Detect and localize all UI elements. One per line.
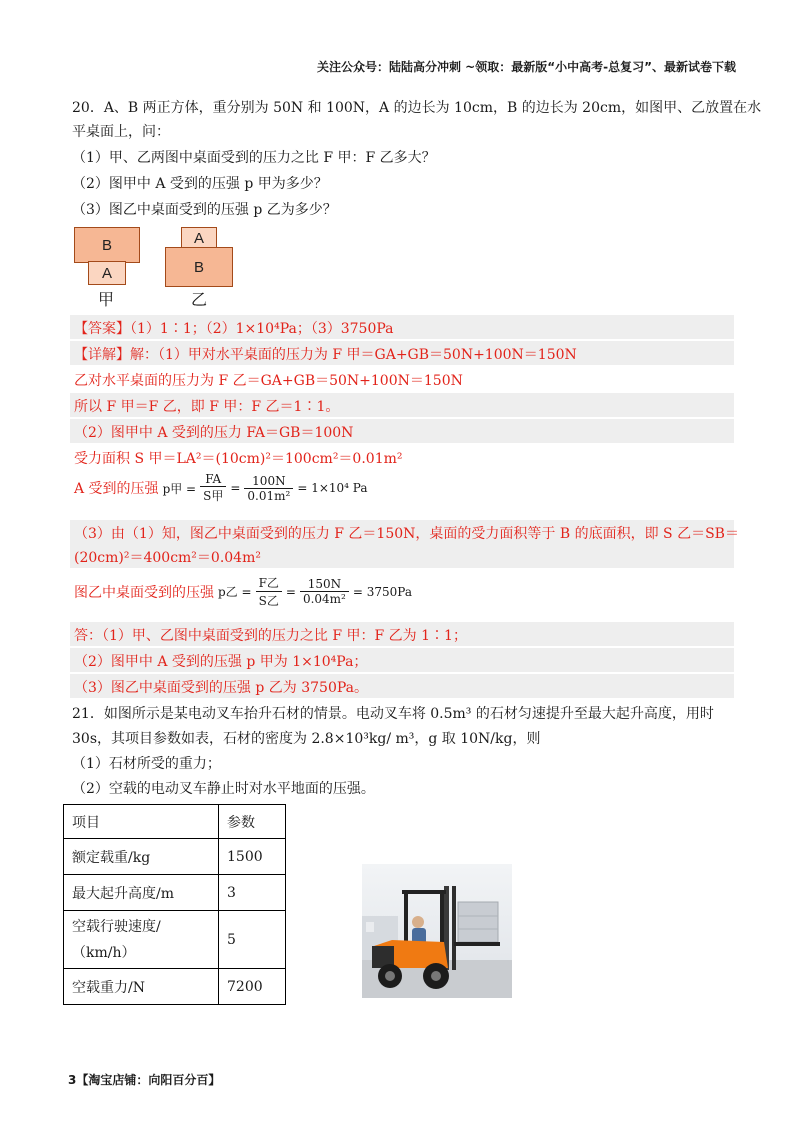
detail-line7: （3）由（1）知，图乙中桌面受到的压力 F 乙＝150N，桌面的受力面积等于 B 的底面积，即 S 乙＝SB＝	[74, 526, 739, 542]
q21-line1: 21．如图所示是某电动叉车抬升石材的情景。电动叉车将 0.5m³ 的石材匀速提升至最大起升高度，用时	[72, 706, 714, 722]
block-b-label: B	[101, 236, 112, 254]
answer-line: 【答案】（1）1∶1；（2）1×10⁴Pa；（3）3750Pa	[74, 321, 394, 337]
fraction	[256, 574, 282, 609]
formula-pressure-yi: 图乙中桌面受到的压强 p乙 = $\frac{\text{F乙}}{\text{S乙}}$ = $\frac{150N}{\text{0.04m²}}$ = 3750Pa	[74, 576, 412, 608]
detail-line4: （2）图甲中 A 受到的压力 FA＝GB＝100N	[74, 425, 354, 441]
q20-part3: （3）图乙中桌面受到的压强 p 乙为多少？	[72, 202, 337, 218]
q20-line2: 平桌面上，问：	[72, 124, 170, 140]
forklift-photo	[362, 864, 512, 998]
final-answer3: （3）图乙中桌面受到的压强 p 乙为 3750Pa。	[74, 680, 368, 696]
q20-line1: 20．A、B 两正方体，重分别为 50N 和 100N，A 的边长为 10cm，B 的边长为 20cm，如图甲、乙放置在水	[72, 100, 762, 116]
table-cell: 项目	[64, 805, 219, 839]
block-a-label: A	[101, 264, 112, 282]
final-answer2: （2）图甲中 A 受到的压强 p 甲为 1×10⁴Pa；	[74, 654, 368, 670]
denominator: 0.04m²	[302, 592, 346, 606]
denominator: 0.01m²	[247, 488, 291, 503]
table-row	[64, 839, 286, 875]
denominator: S甲	[203, 489, 224, 503]
formula-result: = 1×10⁴ Pa	[297, 481, 368, 495]
parameter-table	[63, 804, 286, 1005]
detail-line1	[74, 344, 577, 364]
formula-lhs: p甲 =	[162, 481, 197, 496]
numerator: FA	[200, 472, 226, 487]
table-cell: 最大起升高度/m	[64, 875, 219, 911]
table-cell: 参数	[219, 805, 286, 839]
denominator: S乙	[258, 594, 279, 608]
numerator: 150N	[300, 577, 349, 592]
table-cell: 5	[219, 911, 286, 969]
label-yi: 乙	[191, 290, 208, 309]
page-header: 关注公众号：陆陆高分冲刺 ~领取：最新版“小中高考-总复习”、最新试卷下载	[317, 60, 736, 74]
table-row	[64, 805, 286, 839]
block-a-yi	[181, 227, 217, 249]
detail-line3: 所以 F 甲＝F 乙，即 F 甲：F 乙＝1∶1。	[74, 399, 340, 415]
detail-text1: 解：（1）甲对水平桌面的压力为 F 甲＝GA+GB＝50N+100N＝150N	[130, 347, 577, 363]
block-b-jia	[74, 227, 140, 263]
table-row	[64, 911, 286, 969]
q21-part1: （1）石材所受的重力；	[72, 756, 221, 772]
block-a-label: A	[193, 229, 204, 247]
fraction	[244, 474, 293, 503]
table-cell: 空载重力/N	[64, 969, 219, 1005]
table-row	[64, 969, 286, 1005]
label-jia: 甲	[98, 290, 115, 309]
table-cell: 7200	[219, 969, 286, 1005]
page-footer: 3【淘宝店铺：向阳百分百】	[68, 1073, 221, 1087]
q20-part2: （2）图甲中 A 受到的压强 p 甲为多少？	[72, 176, 328, 192]
table-cell: 额定载重/kg	[64, 839, 219, 875]
formula-lhs: p乙 =	[218, 585, 252, 599]
formula-label: 图乙中桌面受到的压强	[74, 584, 214, 601]
q21-part2: （2）空载的电动叉车静止时对水平地面的压强。	[72, 781, 375, 797]
detail-tag: 【详解】	[74, 347, 130, 363]
table-row	[64, 875, 286, 911]
table-cell: 空载行驶速度/（km/h）	[64, 911, 219, 969]
formula-pressure-a: A 受到的压强 p甲 = $\frac{FA}{\text{S甲}}$ = $\frac{100N}{\text{0.01m²}}$ = 1×10⁴ Pa	[74, 472, 368, 503]
q20-part1: （1）甲、乙两图中桌面受到的压力之比 F 甲：F 乙多大？	[72, 150, 436, 166]
fraction	[200, 472, 226, 504]
block-b-yi	[165, 247, 233, 287]
formula-result: = 3750Pa	[352, 584, 412, 599]
formula-label: A 受到的压强	[74, 481, 159, 497]
fraction	[300, 577, 349, 606]
block-b-label: B	[193, 258, 204, 276]
table-cell: 1500	[219, 839, 286, 875]
q21-line2: 30s，其项目参数如表，石材的密度为 2.8×10³kg/ m³，g 取 10N/kg，则	[72, 731, 541, 747]
numerator: 100N	[244, 474, 293, 489]
detail-line5: 受力面积 S 甲＝LA²＝(10cm)²＝100cm²＝0.01m²	[74, 451, 403, 467]
numerator: F乙	[256, 574, 282, 592]
detail-line2: 乙对水平桌面的压力为 F 乙＝GA+GB＝50N+100N＝150N	[74, 373, 463, 389]
table-cell: 3	[219, 875, 286, 911]
block-a-jia	[88, 261, 126, 285]
final-answer1: 答：（1）甲、乙图中桌面受到的压力之比 F 甲：F 乙为 1∶1；	[74, 628, 467, 644]
detail-line8: (20cm)²＝400cm²＝0.04m²	[74, 550, 261, 566]
